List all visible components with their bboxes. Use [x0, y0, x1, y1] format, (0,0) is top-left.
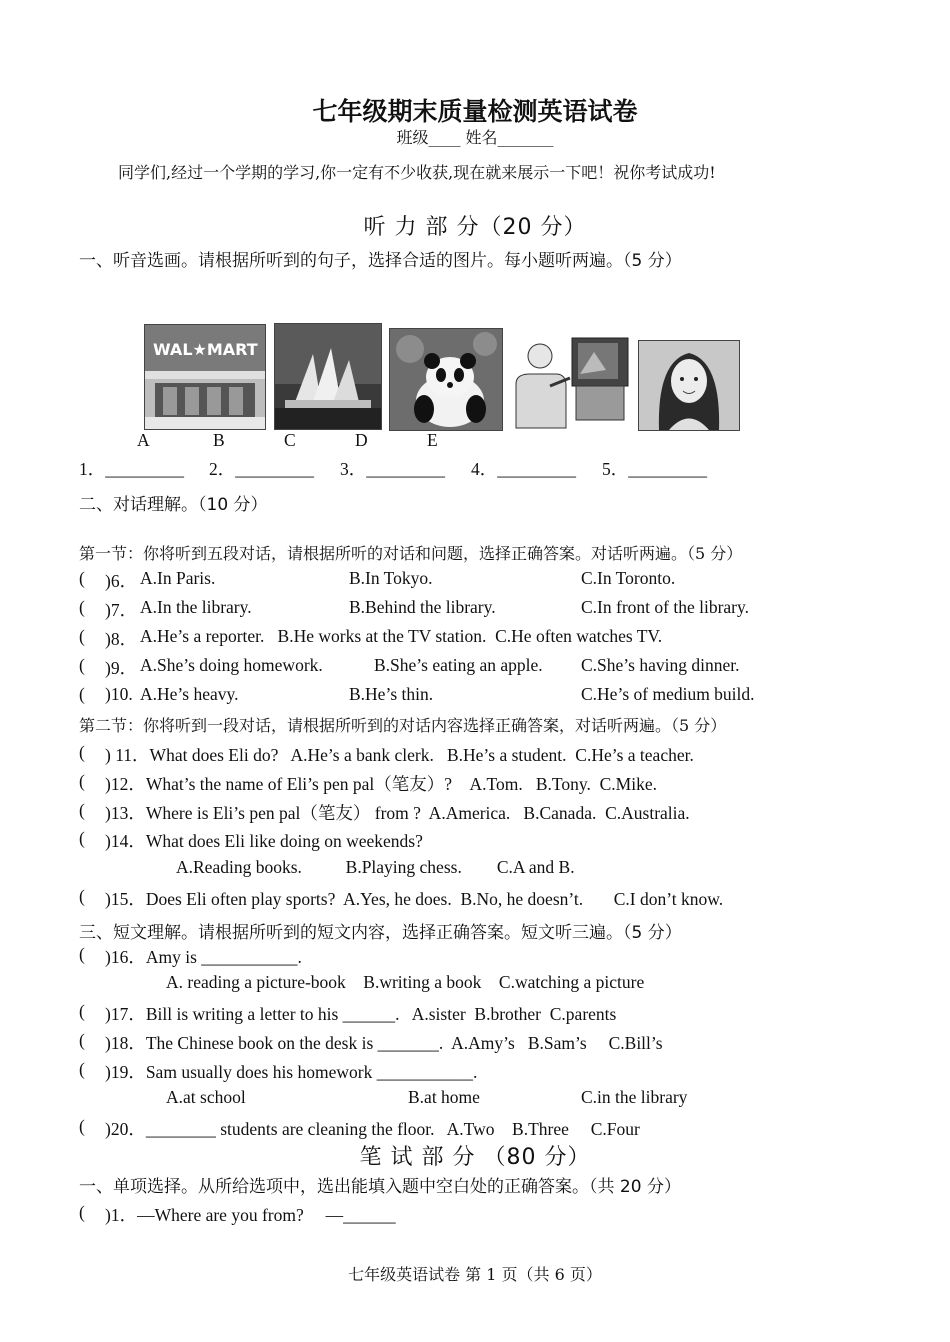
answer-blank-2[interactable]: 2．_________ [209, 459, 314, 479]
question-19: ( )19．Sam usually does his homework ___________. [79, 1059, 478, 1082]
writing-section-heading: 笔 试 部 分 （80 分） [359, 1145, 591, 1170]
svg-text:WAL★MART: WAL★MART [153, 340, 258, 359]
listening-part3-heading: 三、短文理解。请根据所听到的短文内容，选择正确答案。短文听三遍。（5 分） [79, 923, 682, 943]
opera-house-image [274, 323, 382, 430]
panda-icon [390, 329, 502, 430]
exam-title: 七年级期末质量检测英语试卷 [312, 97, 638, 126]
option-a: A.She’s doing homework. [140, 655, 323, 675]
woman-portrait-icon [639, 341, 739, 430]
question-17: ( )17．Bill is writing a letter to his ______. A.sister B.brother C.parents [79, 1001, 617, 1024]
question-15: ( )15．Does Eli often play sports? A.Yes, he does. B.No, he doesn’t. C.I don’t know. [79, 886, 724, 909]
question-19-option-b: B.at home [408, 1087, 480, 1107]
writing-part1-heading: 一、单项选择。从所给选项中，选出能填入题中空白处的正确答案。（共 20 分） [79, 1177, 681, 1197]
option-b: B.He’s thin. [349, 684, 434, 704]
option-a: A.In the library. [140, 597, 252, 617]
question-13: ( )13．Where is Eli’s pen pal（笔友） from ? A.America. B.Canada. C.Australia. [79, 800, 690, 823]
options-line: A.He’s a reporter. B.He works at the TV station. C.He often watches TV. [140, 626, 663, 646]
question-18: ( )18．The Chinese book on the desk is _______. A.Amy’s B.Sam’s C.Bill’s [79, 1030, 663, 1053]
question-8: ( )8． A.He’s a reporter. B.He works at the TV station. C.He often watches TV. [79, 626, 663, 649]
opera-house-icon [275, 324, 381, 429]
listening-part1-heading: 一、听音选画。请根据所听到的句子，选择合适的图片。每小题听两遍。（5 分） [79, 251, 682, 271]
option-a: A.In Paris. [140, 568, 216, 588]
answer-blank-4[interactable]: 4．_________ [471, 459, 576, 479]
question-14-options: A.Reading books. B.Playing chess. C.A and B. [176, 857, 575, 877]
walmart-store-image [144, 324, 266, 430]
question-12: ( )12．What’s the name of Eli’s pen pal（笔友）? A.Tom. B.Tony. C.Mike. [79, 771, 657, 794]
walmart-store-icon [145, 325, 265, 429]
option-c: C.In Toronto. [581, 568, 676, 588]
question-20: ( )20．________ students are cleaning the floor. A.Two B.Three C.Four [79, 1116, 640, 1139]
part2-section1-note: 第一节：你将听到五段对话，请根据所听的对话和问题，选择正确答案。对话听两遍。（5 分） [79, 544, 743, 563]
watching-tv-icon [510, 334, 630, 429]
question-19-option-c: C.in the library [581, 1087, 688, 1107]
option-c: C.He’s of medium build. [581, 684, 755, 704]
option-b: B.She’s eating an apple. [374, 655, 543, 675]
question-9: ( )9． A.She’s doing homework. B.She’s eating an apple. C.She’s having dinner. [79, 655, 740, 678]
answer-blank-3[interactable]: 3．_________ [340, 459, 445, 479]
image-label-e: E [427, 430, 438, 450]
question-7: ( )7． A.In the library. B.Behind the library. C.In front of the library. [79, 597, 749, 620]
answer-blank-5[interactable]: 5．_________ [602, 459, 707, 479]
image-label-a: A [137, 430, 150, 450]
page-footer: 七年级英语试卷 第 1 页（共 6 页） [348, 1265, 602, 1284]
writing-question-1: ( )1．—Where are you from? —______ [79, 1202, 396, 1225]
option-c: C.In front of the library. [581, 597, 749, 617]
panda-image [389, 328, 503, 431]
watching-tv-image [510, 334, 630, 429]
class-name-line: 班级____ 姓名_______ [396, 128, 554, 147]
question-16-options: A. reading a picture-book B.writing a book C.watching a picture [166, 972, 645, 992]
question-11: ( ) 11．What does Eli do? A.He’s a bank clerk. B.He’s a student. C.He’s a teacher. [79, 742, 694, 765]
option-b: B.In Tokyo. [349, 568, 433, 588]
image-label-b: B [213, 430, 225, 450]
answer-blank-1[interactable]: 1．_________ [79, 459, 184, 479]
option-c: C.She’s having dinner. [581, 655, 740, 675]
woman-portrait-image [638, 340, 740, 431]
option-b: B.Behind the library. [349, 597, 496, 617]
listening-part2-heading: 二、对话理解。（10 分） [79, 495, 268, 515]
question-10: ( )10. A.He’s heavy. B.He’s thin. C.He’s of medium build. [79, 684, 755, 704]
option-a: A.He’s heavy. [140, 684, 239, 704]
listening-section-heading: 听 力 部 分（20 分） [363, 215, 587, 240]
image-label-d: D [355, 430, 368, 450]
question-14: ( )14．What does Eli like doing on weekends? [79, 828, 423, 851]
image-label-c: C [284, 430, 296, 450]
question-19-option-a: A.at school [166, 1087, 246, 1107]
question-16: ( )16．Amy is ___________. [79, 944, 302, 967]
greeting-text: 同学们,经过一个学期的学习,你一定有不少收获,现在就来展示一下吧！祝你考试成功! [118, 163, 716, 182]
question-6: ( )6． A.In Paris. B.In Tokyo. C.In Toronto. [79, 568, 676, 591]
part2-section2-note: 第二节：你将听到一段对话，请根据所听到的对话内容选择正确答案，对话听两遍。（5 分） [79, 716, 727, 735]
